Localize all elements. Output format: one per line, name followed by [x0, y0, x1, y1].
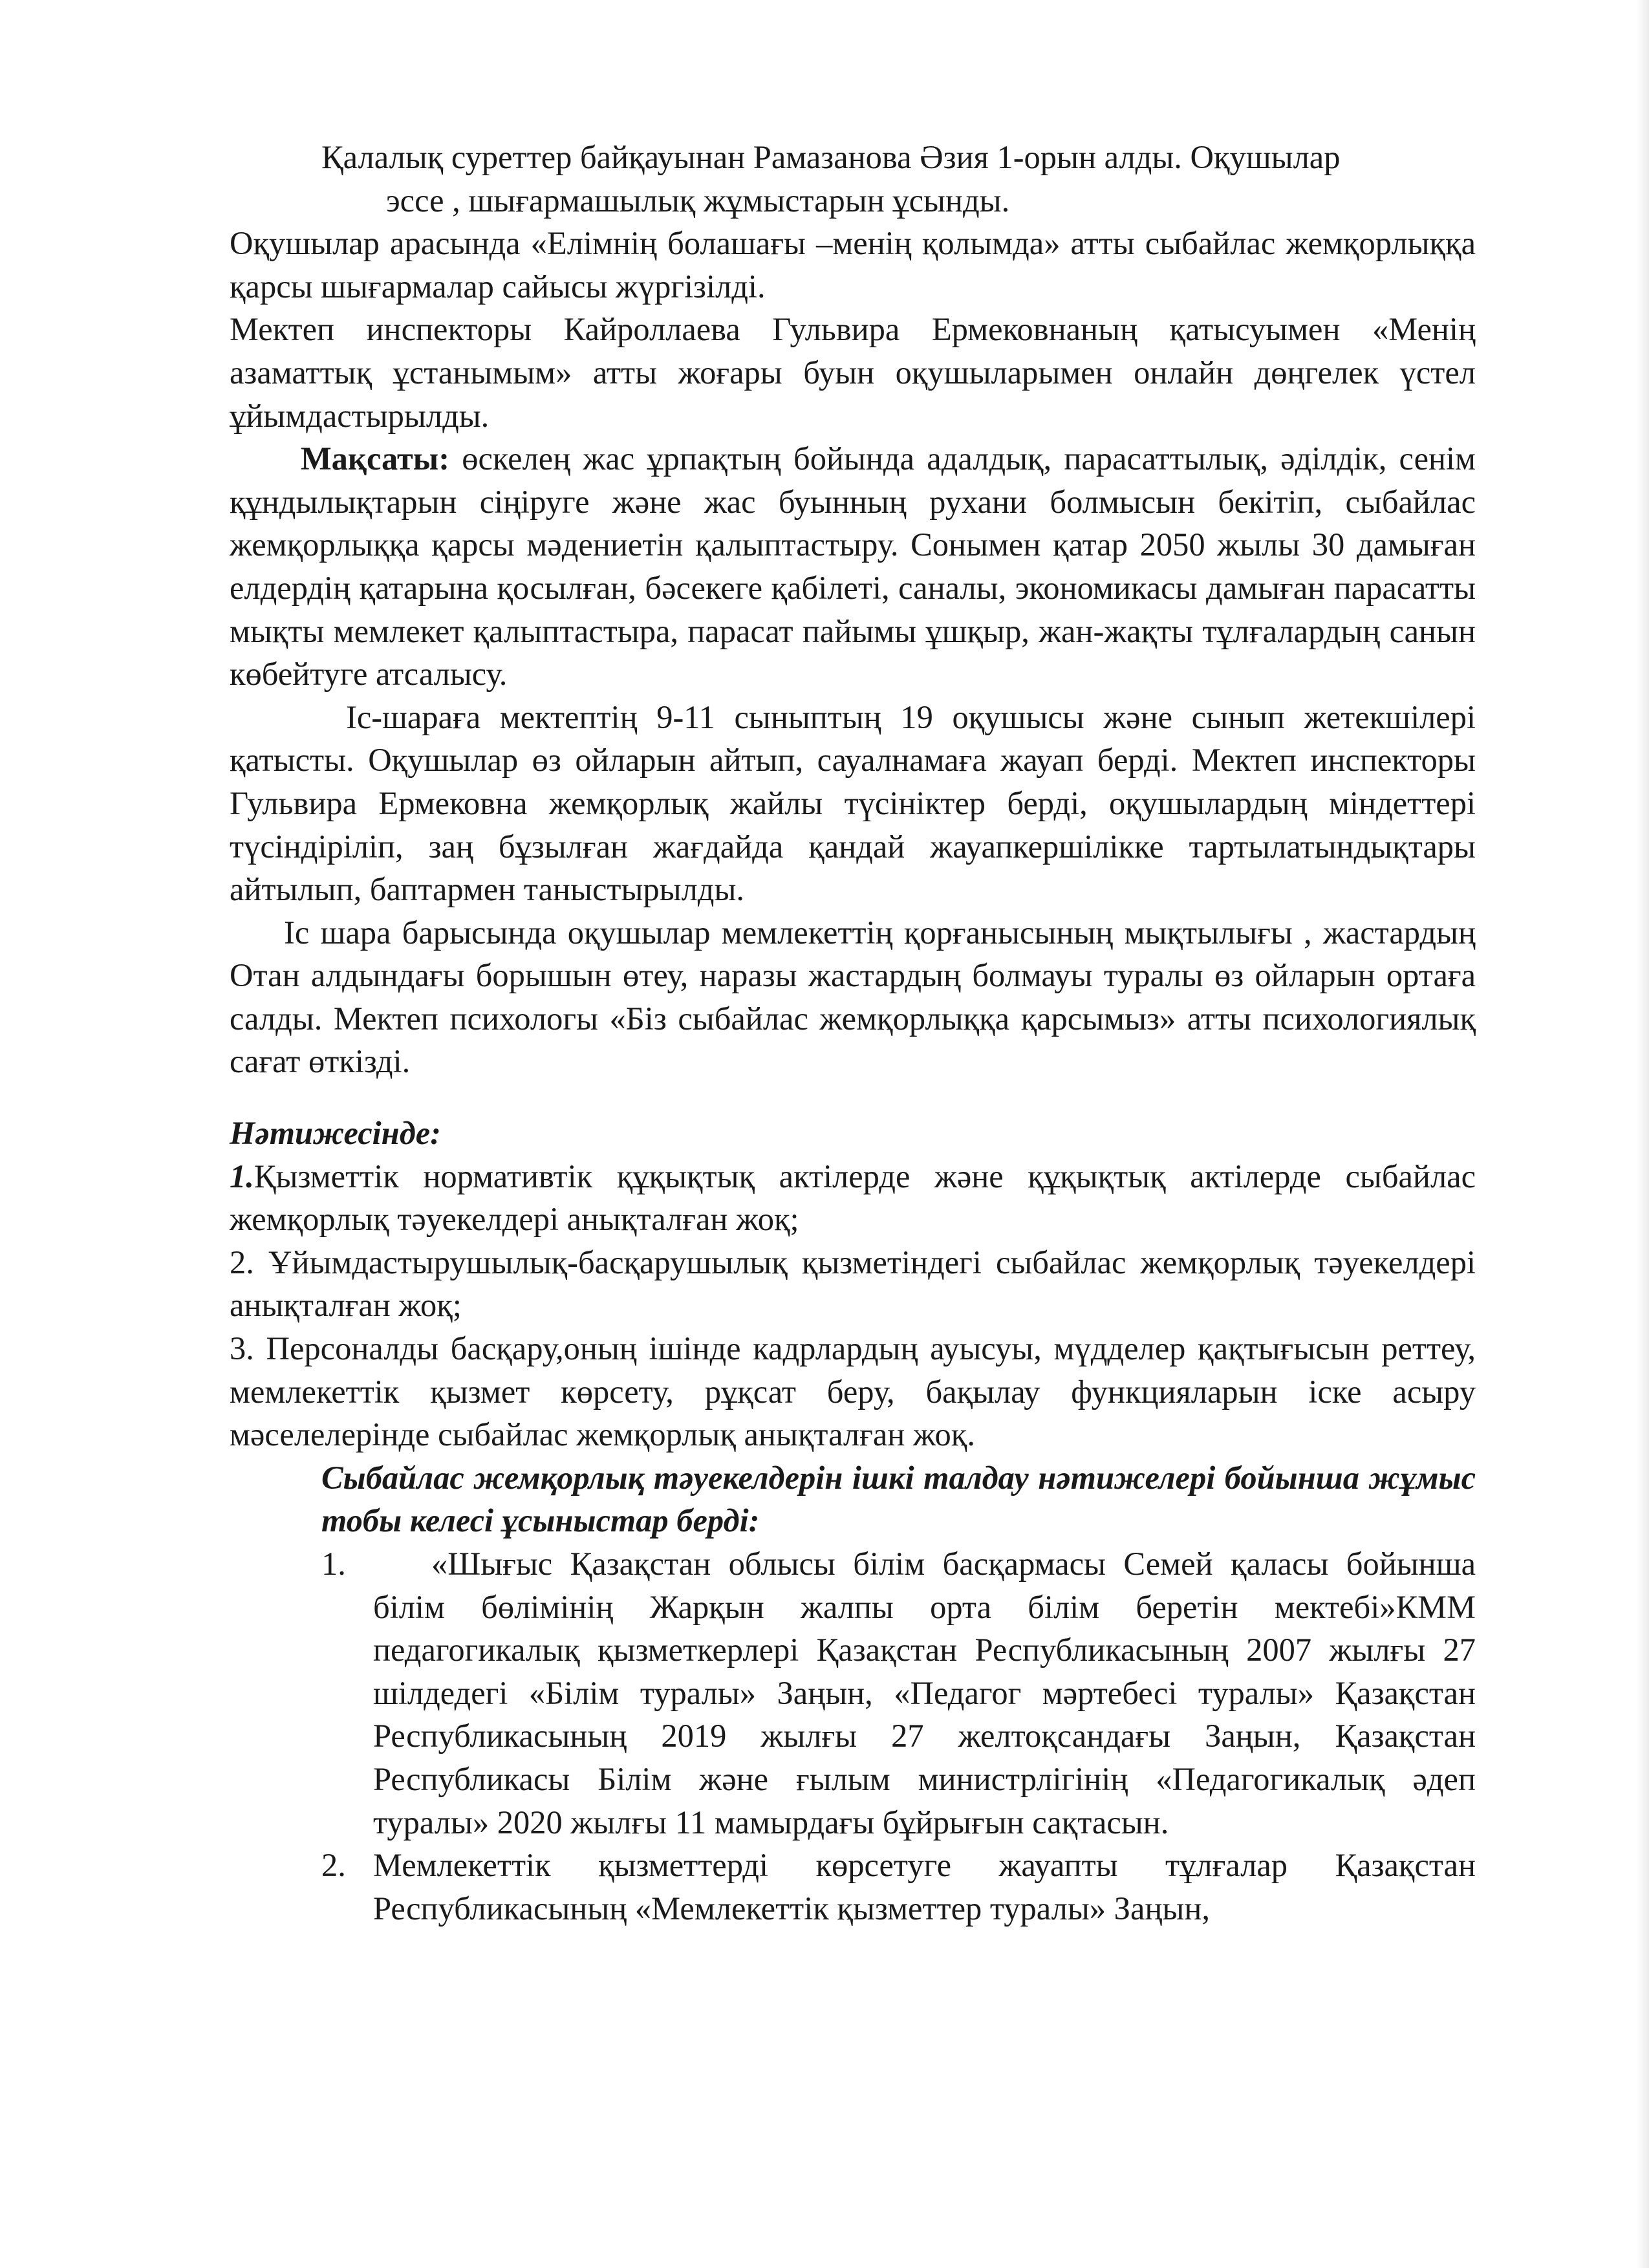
- intro-line-2: эссе , шығармашылық жұмыстарын ұсынды.: [386, 182, 1010, 219]
- result-item-1-number: 1.: [230, 1158, 254, 1194]
- recommendation-number: 2.: [321, 1847, 346, 1884]
- recommendation-text: «Шығыс Қазақстан облысы білім басқармасы Семей қаласы бойынша білім бөлімінің Жарқын жалпы орта білім беретін мектебі»КММ педагогикалық қызметкерлері Қазақстан Республикасының 2007 жылғы 27 шілдедегі «Білім туралы» Заңын, «Педагог мәртебесі туралы» Қазақстан Республикасының 2019 жылғы 27 желтоқсандағы Заңын, Қазақстан Республикасы Білім және ғылым министрлігінің «Педагогикалық әдеп туралы» 2020 жылғы 11 мамырдағы бұйрығын сақтасын.: [373, 1546, 1476, 1841]
- paragraph-goal: [230, 437, 1476, 696]
- intro-paragraph: [230, 136, 1476, 222]
- recommendations-list: [230, 1542, 1476, 1930]
- goal-label: Мақсаты:: [301, 440, 450, 477]
- result-item-3: 3. Персоналды басқару,оның ішінде кадрлардың ауысуы, мүдделер қақтығысын реттеу, мемлекеттік қызмет көрсету, рұқсат беру, бақылау функцияларын іске асыру мәселелерінде сыбайлас жемқорлық анықталған жоқ.: [230, 1330, 1476, 1453]
- recommendations-heading: Сыбайлас жемқорлық тәуекелдерін ішкі талдау нәтижелері бойынша жұмыс тобы келесі ұсыныстар берді:: [321, 1459, 1476, 1539]
- recommendation-item: [321, 1542, 1476, 1844]
- goal-text: өскелең жас ұрпақтың бойында адалдық, парасаттылық, әділдік, сенім құндылықтарын сіңіруге және жас буынның рухани болмысын бекітіп, сыбайлас жемқорлыққа қарсы мәдениетін қалыптастыру. Сонымен қатар 2050 жылы 30 дамыған елдердің қатарына қосылған, бәсекеге қабілеті, саналы, экономикасы дамыған парасатты мықты мемлекет қалыптастыра, парасат пайымы ұшқыр, жан-жақты тұлғалардың санын көбейтуге атсалысу.: [230, 440, 1476, 693]
- paragraph-round-table: Мектеп инспекторы Кайроллаева Гульвира Ермековнаның қатысуымен «Менің азаматтық ұстанымым» атты жоғары буын оқушыларымен онлайн дөңгелек үстел ұйымдастырылды.: [230, 311, 1476, 434]
- result-item-2: 2. Ұйымдастырушылық-басқарушылық қызметіндегі сыбайлас жемқорлық тәуекелдері анықталған жоқ;: [230, 1244, 1476, 1324]
- result-item-1-text: Қызметтік нормативтік құқықтық актілерде және құқықтық актілерде сыбайлас жемқорлық тәуекелдері анықталған жоқ;: [230, 1158, 1476, 1238]
- scan-edge-shadow: [1636, 0, 1649, 2268]
- intro-line-1: Қалалық суреттер байқауынан Рамазанова Әзия 1-орын алды. Оқушылар: [321, 139, 1341, 175]
- spacer: [230, 1083, 1476, 1112]
- paragraph-event-participants: Іс-шараға мектептің 9-11 сыныптың 19 оқушысы және сынып жетекшілері қатысты. Оқушылар өз ойларын айтып, сауалнамаға жауап берді. Мектеп инспекторы Гульвира Ермековна жемқорлық жайлы түсініктер берді, оқушылардың міндеттері түсіндіріліп, заң бұзылған жағдайда қандай жауапкершілікке тартылатындықтары айтылып, баптармен таныстырылды.: [230, 698, 1476, 908]
- recommendation-number: 1.: [321, 1546, 346, 1582]
- recommendation-item: [321, 1844, 1476, 1930]
- results-heading: Нәтижесінде:: [230, 1115, 441, 1152]
- paragraph-event-course: Іс шара барысында оқушылар мемлекеттің қорғанысының мықтылығы , жастардың Отан алдындағы борышын өтеу, наразы жастардың болмауы туралы өз ойларын ортаға салды. Мектеп психологы «Біз сыбайлас жемқорлыққа қарсымыз» атты психологиялық сағат өткізді.: [230, 914, 1476, 1080]
- recommendation-text: Мемлекеттік қызметтерді көрсетуге жауапты тұлғалар Қазақстан Республикасының «Мемлекеттік қызметтер туралы» Заңын,: [373, 1847, 1476, 1927]
- result-item-1: [230, 1155, 1476, 1241]
- paragraph-essay-contest: Оқушылар арасында «Елімнің болашағы –менің қолымда» атты сыбайлас жемқорлыққа қарсы шығармалар сайысы жүргізілді.: [230, 225, 1476, 305]
